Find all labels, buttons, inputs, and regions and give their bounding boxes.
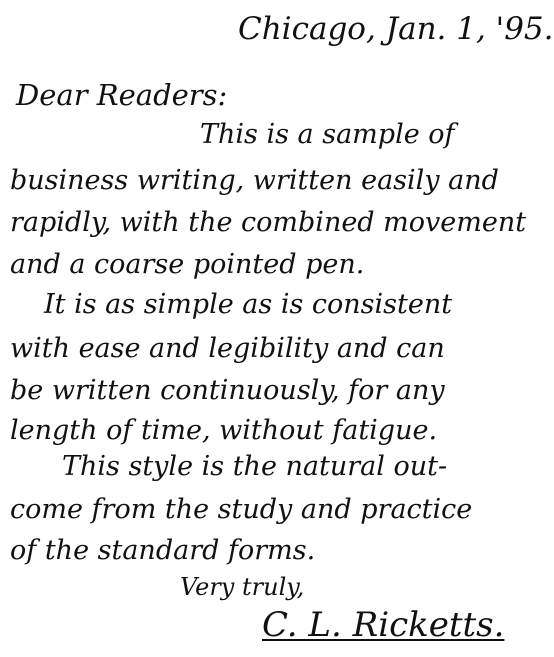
letter-body-line: This style is the natural out- — [62, 451, 448, 482]
letter-body-line: length of time, without fatigue. — [10, 415, 438, 446]
letter-body-line: It is as simple as is consistent — [44, 289, 453, 320]
letter-body-line: of the standard forms. — [10, 535, 316, 566]
letter-body-line: with ease and legibility and can — [10, 333, 445, 364]
letter-body-line: come from the study and practice — [10, 494, 473, 525]
letter-dateline: Chicago, Jan. 1, '95. — [238, 11, 554, 47]
letter-body-line: rapidly, with the combined movement — [10, 207, 527, 238]
letter-closing: Very truly, — [180, 573, 305, 601]
letter-body-line: This is a sample of — [200, 119, 455, 150]
letter-body-line: be written continuously, for any — [10, 375, 445, 406]
letter-salutation: Dear Readers: — [16, 78, 228, 112]
letter-body-line: business writing, written easily and — [10, 165, 499, 196]
letter-signature: C. L. Ricketts. — [262, 605, 505, 645]
letter-body-line: and a coarse pointed pen. — [10, 249, 365, 280]
